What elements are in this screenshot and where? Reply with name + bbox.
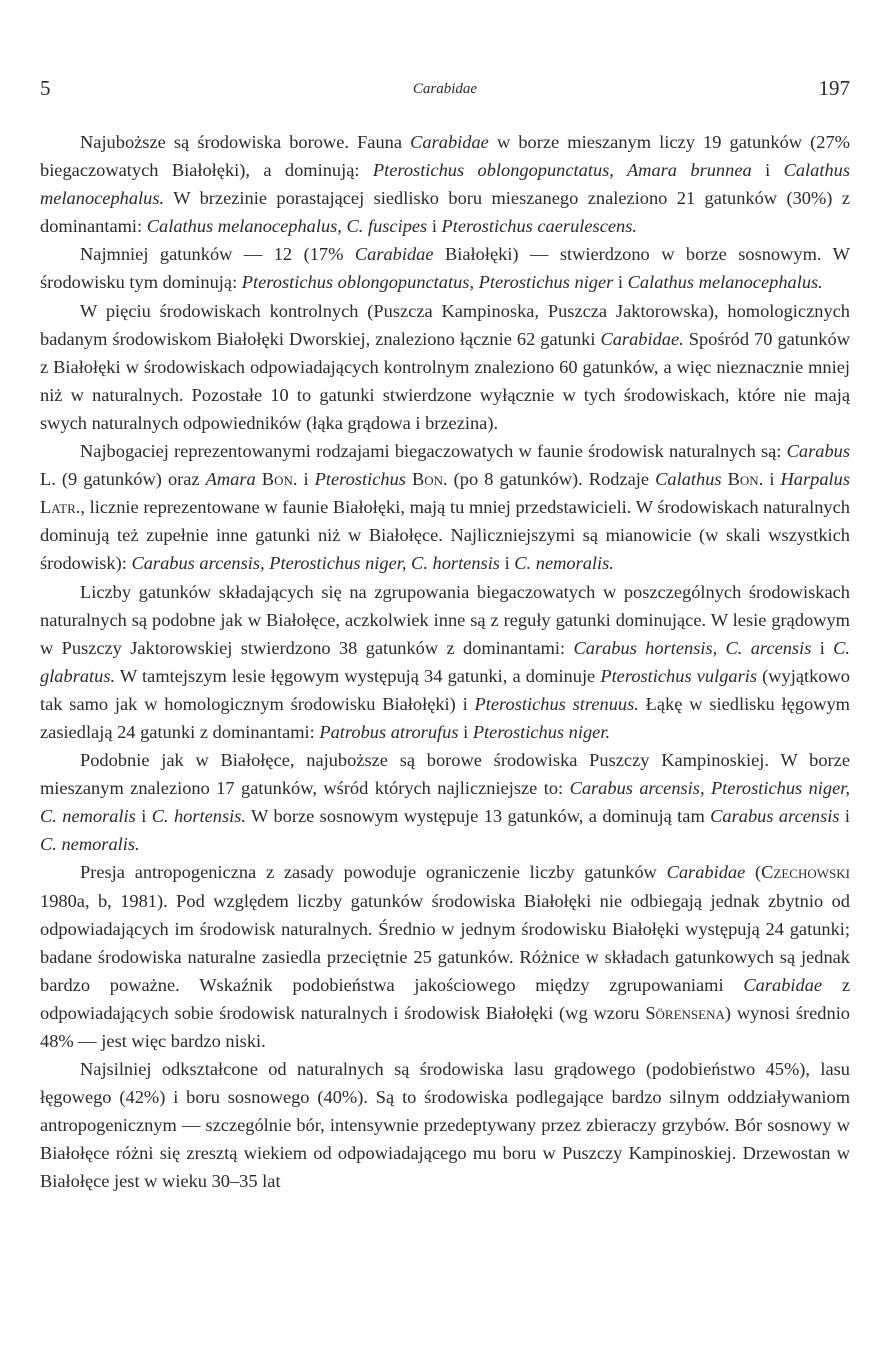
text-run: i	[763, 469, 781, 490]
taxon-name: C. glabratus.	[40, 637, 851, 686]
text-run: Spośród 70 gatunków z Białołęki w środowiskach odpowiadających kontrolnym znaleziono 60 gatunków, a więc nieznacznie mniej niż w naturalnych. Pozostałe 10 to gatunki stwierdzone wyłącznie w tych środowiskach, które nie mają swych naturalnych odpowiedników (łąka grądowa i brzezina).	[40, 328, 850, 433]
taxon-name: Carabidae	[743, 974, 823, 995]
text-run: i	[427, 216, 442, 237]
paragraph	[40, 858, 850, 1055]
taxon-name: Pterostichus strenuus.	[474, 693, 639, 714]
text-run: i	[499, 553, 515, 574]
author-name: Bon.	[727, 469, 764, 490]
text-run: , licznie reprezentowane w faunie Białołęki, mają tu mniej przedstawicieli. W środowiskach naturalnych dominują też zupełnie inne gatunki niż w Białołęce. Najliczniejszymi są mianowicie (w skali wszystkich środowisk):	[40, 497, 850, 574]
text-run: Presja antropogeniczna z zasady powoduje ograniczenie liczby gatunków	[80, 862, 667, 883]
paragraph	[40, 240, 850, 296]
taxon-name: C. hortensis.	[151, 806, 246, 827]
taxon-name: Carabus	[786, 441, 850, 462]
text-run: W brzezinie porastającej siedlisko boru mieszanego znaleziono 21 gatunków (30%) z dominantami:	[40, 188, 850, 237]
text-run: i	[458, 721, 473, 742]
text-run: (wyjątkowo tak samo jak w homologicznym środowisku Białołęki) i	[40, 665, 850, 714]
text-run: i	[297, 469, 315, 490]
text-run: i	[811, 637, 834, 658]
taxon-name: C. nemoralis.	[40, 834, 140, 855]
taxon-name: Carabus hortensis, C. arcensis	[573, 637, 812, 658]
author-name: Bon.	[411, 469, 448, 490]
paragraph	[40, 437, 850, 577]
taxon-name: Carabus arcensis, Pterostichus niger, C. hortensis	[131, 553, 500, 574]
taxon-name: Calathus melanocephalus.	[627, 272, 823, 293]
taxon-name: Carabidae	[410, 132, 489, 152]
taxon-name: Pterostichus niger.	[472, 721, 611, 742]
taxon-name: Pterostichus vulgaris	[600, 665, 758, 686]
text-run: i	[613, 272, 628, 293]
taxon-name: Carabidae.	[600, 328, 684, 349]
paragraph	[40, 578, 850, 747]
text-run: i	[135, 806, 152, 827]
paragraph	[40, 128, 850, 240]
taxon-name: Harpalus	[780, 469, 850, 490]
text-run: Liczby gatunków składających się na zgrupowania biegaczowatych w poszczególnych środowiskach naturalnych są podobne jak w Białołęce, aczkolwiek inne są z reguły gatunki dominujące. W lesie grądowym w Puszczy Jaktorowskiej stwierdzono 38 gatunków z dominantami:	[40, 581, 850, 658]
text-run: i	[751, 160, 784, 181]
text-run: w borze mieszanym liczy 19 gatunków (27% biegaczowatych Białołęki), a dominują:	[40, 132, 850, 181]
author-name: Bon.	[261, 469, 298, 490]
text-run: Najbogaciej reprezentowanymi rodzajami biegaczowatych w faunie środowisk naturalnych są:	[80, 441, 787, 462]
text-run: (	[745, 862, 762, 883]
author-name: Sörensena	[645, 1002, 725, 1023]
text-run: i	[839, 806, 851, 827]
taxon-name: Carabidae	[666, 862, 746, 883]
text-run: W tamtejszym lesie łęgowym występują 34 gatunki, a dominuje	[115, 665, 601, 686]
taxon-name: Pterostichus caerulescens.	[441, 216, 637, 237]
text-run: Najuboższe są środowiska borowe. Fauna	[80, 132, 411, 152]
text-run: Najsilniej odkształcone od naturalnych są środowiska lasu grądowego (podobieństwo 45%), lasu łęgowego (42%) i boru sosnowego (40%). Są to środowiska podlegające bardzo silnym oddziaływaniom antropogenicznym — szczególnie bór, intensywnie przedeptywany przez zbieraczy grzybów. Bór sosnowy w Białołęce różni się zresztą wiekiem od odpowiadającego mu boru w Puszczy Kampinoskiej. Drzewostan w Białołęce jest w wieku 30–35 lat	[40, 1059, 850, 1192]
author-name: Latr.	[40, 497, 81, 518]
taxon-name: Carabus arcensis	[710, 806, 840, 827]
paragraph	[40, 1055, 850, 1195]
text-run: (po 8 gatunków). Rodzaje	[447, 469, 656, 490]
text-run: ) wynosi średnio 48% — jest więc bardzo niski.	[40, 1002, 850, 1051]
taxon-name: C. nemoralis.	[514, 553, 614, 574]
taxon-name: Pterostichus oblongopunctatus, Pterostichus niger	[241, 272, 614, 293]
taxon-name: Carabidae	[354, 244, 434, 265]
author-name: Czechowski	[761, 862, 850, 883]
text-run: z odpowiadających sobie środowisk naturalnych i środowisk Białołęki (wg wzoru	[40, 974, 850, 1023]
taxon-name: Calathus melanocephalus.	[40, 160, 850, 209]
page-marker: 5	[40, 76, 51, 100]
taxon-name: Calathus melanocephalus, C. fuscipes	[146, 216, 428, 237]
text-run: Białołęki) — stwierdzono w borze sosnowym. W środowisku tym dominują:	[40, 244, 850, 293]
text-run: L. (9 gatunków) oraz	[40, 469, 206, 490]
body-text	[40, 128, 850, 1196]
text-run: W pięciu środowiskach kontrolnych (Puszcza Kampinoska, Puszcza Jaktorowska), homologicznych badanym środowiskom Białołęki Dworskiej, znaleziono łącznie 62 gatunki	[40, 300, 850, 349]
taxon-name: Calathus	[655, 469, 722, 490]
paragraph	[40, 297, 850, 437]
text-run: Najmniej gatunków — 12 (17%	[80, 244, 355, 265]
taxon-name: Carabus arcensis, Pterostichus niger, C. nemoralis	[40, 778, 850, 827]
paragraph	[40, 746, 850, 858]
text-run: W borze sosnowym występuje 13 gatunków, a dominują tam	[246, 806, 711, 827]
text-run: 1980a, b, 1981). Pod względem liczby gatunków środowiska Białołęki nie odbiegają jednak zbytnio od odpowiadających im środowisk naturalnych. Średnio w jednym środowisku Białołęki występują 24 gatunki; badane środowiska naturalne zasiedla przeciętnie 25 gatunków. Różnice w składach gatunkowych są jednak bardzo poważne. Wskaźnik podobieństwa jakościowego między zgrupowaniami	[40, 890, 850, 995]
running-title: Carabidae	[412, 81, 478, 97]
taxon-name: Amara	[205, 469, 256, 490]
text-run: Łąkę w siedlisku łęgowym zasiedlają 24 gatunki z dominantami:	[40, 693, 850, 742]
taxon-name: Pterostichus	[314, 469, 406, 490]
text-run: Podobnie jak w Białołęce, najuboższe są borowe środowiska Puszczy Kampinoskiej. W borze mieszanym znaleziono 17 gatunków, wśród których najliczniejsze to:	[40, 750, 850, 799]
taxon-name: Pterostichus oblongopunctatus, Amara brunnea	[372, 160, 752, 181]
taxon-name: Patrobus atrorufus	[319, 721, 459, 742]
page-number: 197	[818, 76, 850, 100]
